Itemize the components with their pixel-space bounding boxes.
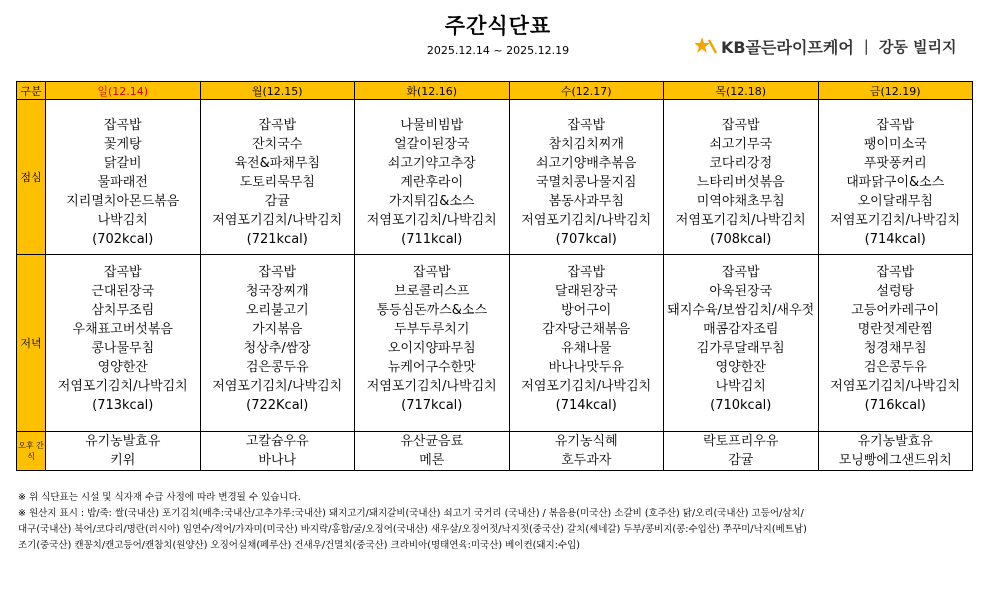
menu-item: 잡곡밥 [876, 265, 915, 280]
menu-item: 저염포기김치/나박김치 [521, 379, 652, 394]
menu-item: 브로콜리스프 [394, 284, 470, 299]
meal-cell [46, 432, 201, 471]
row-label-snack: 오후 간식 [17, 432, 46, 471]
menu-item: 나물비빔밥 [400, 118, 464, 133]
meal-cell [664, 255, 819, 432]
meal-cell [664, 100, 819, 255]
menu-item: (707kcal) [555, 232, 617, 247]
menu-item: 호두과자 [561, 453, 612, 468]
row-label-lunch: 점심 [17, 100, 46, 255]
menu-item: (714kcal) [864, 232, 926, 247]
menu-item: (708kcal) [710, 232, 772, 247]
menu-item: 명란젓계란찜 [857, 322, 933, 337]
menu-item: 잡곡밥 [721, 265, 760, 280]
menu-item: 유기농발효유 [85, 434, 161, 449]
menu-item: 돼지수육/보쌈김치/새우젓 [667, 303, 815, 318]
menu-item: 방어구이 [561, 303, 612, 318]
menu-item: 도토리묵무침 [239, 175, 315, 190]
weekly-menu-table [16, 81, 973, 471]
menu-item: 오이지양파무침 [387, 341, 476, 356]
menu-item: 육전&파채무침 [234, 156, 320, 171]
menu-item: 매콤감자조림 [703, 322, 779, 337]
meal-cell [355, 100, 510, 255]
menu-item: 저염포기김치/나박김치 [57, 379, 188, 394]
day-header-mon: 월(12.15) [200, 82, 355, 100]
menu-item: 영양한잔 [97, 360, 148, 375]
meal-cell [509, 432, 664, 471]
menu-item: (722Kcal) [246, 398, 309, 413]
table-header-row [17, 82, 973, 100]
menu-item: 잡곡밥 [258, 118, 297, 133]
meal-cell [818, 432, 973, 471]
lunch-row [17, 100, 973, 255]
meal-cell [355, 432, 510, 471]
menu-item: 계란후라이 [400, 175, 464, 190]
menu-item: 잡곡밥 [567, 265, 606, 280]
menu-item: 오이달래무침 [857, 194, 933, 209]
menu-item: 유기농발효유 [857, 434, 933, 449]
meal-cell [818, 255, 973, 432]
menu-item: 닭갈비 [103, 156, 142, 171]
menu-item: 쇠고기약고추장 [387, 156, 476, 171]
meal-cell [200, 432, 355, 471]
menu-item: 고등어카레구이 [851, 303, 940, 318]
menu-item: 통등심돈까스&소스 [376, 303, 488, 318]
meal-cell [664, 432, 819, 471]
brand-header [695, 34, 957, 58]
menu-item: 지리멸치아몬드볶음 [66, 194, 180, 209]
menu-item: 저염포기김치/나박김치 [212, 379, 343, 394]
menu-item: 김가루달래무침 [696, 341, 785, 356]
menu-item: 메론 [419, 453, 445, 468]
menu-item: 근대된장국 [91, 284, 155, 299]
menu-item: 국멸치콩나물지짐 [536, 175, 637, 190]
footnote-line: ※ 위 식단표는 시설 및 식자재 수급 사정에 따라 변경될 수 있습니다. [18, 492, 301, 503]
footnote-line: ※ 원산지 표시 : 밥/죽: 쌀(국내산) 포기김치(배추:국내산/고추가루:국내산) 돼지고기/돼지갈비(국내산) 쇠고기 국거리 (국내산) / 볶음용(미국산) 소갈비 (호주산) 닭/오리(국내산) 고등어/삼치/ [18, 508, 804, 519]
menu-item: 모닝빵에그샌드위치 [838, 453, 952, 468]
menu-item: 꽃게탕 [103, 137, 142, 152]
day-header-thu: 목(12.18) [664, 82, 819, 100]
menu-item: (714kcal) [555, 398, 617, 413]
menu-item: 저염포기김치/나박김치 [366, 379, 497, 394]
row-label-dinner: 저녁 [17, 255, 46, 432]
menu-item: 저염포기김치/나박김치 [521, 213, 652, 228]
menu-item: 오리불고기 [245, 303, 309, 318]
brand-name: KB골든라이프케어 [721, 37, 854, 57]
menu-item: 검은콩두유 [863, 360, 927, 375]
menu-item: 저염포기김치/나박김치 [212, 213, 343, 228]
footnotes [18, 490, 978, 554]
menu-item: 가지튀김&소스 [389, 194, 475, 209]
menu-item: 잡곡밥 [567, 118, 606, 133]
menu-item: 미역야채초무침 [696, 194, 785, 209]
dinner-row [17, 255, 973, 432]
menu-item: 두부두루치기 [394, 322, 470, 337]
meal-cell [509, 100, 664, 255]
menu-item: 삼치무조림 [91, 303, 155, 318]
menu-item: 달래된장국 [554, 284, 618, 299]
menu-item: 물파래전 [97, 175, 148, 190]
menu-item: 저염포기김치/나박김치 [366, 213, 497, 228]
menu-item: 나박김치 [97, 213, 148, 228]
day-header-wed: 수(12.17) [509, 82, 664, 100]
menu-item: 얼갈이된장국 [394, 137, 470, 152]
menu-item: 저염포기김치/나박김치 [675, 213, 806, 228]
footnote-line: 대구(국내산) 북어/코다리/명란(러시아) 임연수/적어/가자미(미국산) 바지락/홍합/굴/오징어(국내산) 새우살/오징어젓/낙지젓(중국산) 갈치(세네갈) 두부/콩비지(콩:수입산) 쭈꾸미/낙지(베트남) [18, 524, 807, 535]
menu-item: 봄동사과무침 [548, 194, 624, 209]
menu-item: 설렁탕 [876, 284, 915, 299]
meal-cell [355, 255, 510, 432]
menu-item: 락토프리우유 [703, 434, 779, 449]
menu-item: 느타리버섯볶음 [696, 175, 785, 190]
menu-item: 바나나 [258, 453, 297, 468]
menu-item: 감자당근채볶음 [542, 322, 631, 337]
menu-item: 청상추/쌈장 [243, 341, 311, 356]
menu-item: 뉴케어구수한맛 [387, 360, 476, 375]
meal-cell [509, 255, 664, 432]
menu-item: 잡곡밥 [103, 265, 142, 280]
kb-star-logo-icon [695, 36, 717, 56]
menu-item: 감귤 [264, 194, 290, 209]
meal-cell [200, 100, 355, 255]
menu-item: 푸팟퐁커리 [863, 156, 927, 171]
menu-item: 영양한잔 [715, 360, 766, 375]
menu-item: 감귤 [728, 453, 754, 468]
menu-item: 유기농식혜 [554, 434, 618, 449]
menu-item: 바나나맛두유 [548, 360, 624, 375]
menu-item: 고칼슘우유 [245, 434, 309, 449]
menu-period: 2025.12.14 ~ 2025.12.19 [426, 44, 570, 57]
menu-item: (711kcal) [401, 232, 463, 247]
menu-item: 대파닭구이&소스 [846, 175, 945, 190]
menu-item: 아욱된장국 [709, 284, 773, 299]
menu-item: 나박김치 [715, 379, 766, 394]
menu-item: 참치김치찌개 [548, 137, 624, 152]
page-title: 주간식단표 [444, 14, 552, 38]
day-header-fri: 금(12.19) [818, 82, 973, 100]
menu-item: 잡곡밥 [876, 118, 915, 133]
corner-label: 구분 [17, 82, 46, 100]
day-header-tue: 화(12.16) [355, 82, 510, 100]
brand-separator: | [863, 37, 869, 55]
menu-item: 콩나물무침 [91, 341, 155, 356]
meal-cell [818, 100, 973, 255]
meal-cell [46, 100, 201, 255]
menu-item: (716kcal) [864, 398, 926, 413]
menu-item: (721kcal) [246, 232, 308, 247]
menu-item: 키위 [110, 453, 136, 468]
day-header-sun: 일(12.14) [46, 82, 201, 100]
snack-row [17, 432, 973, 471]
menu-item: 잡곡밥 [412, 265, 451, 280]
menu-item: 청경채무침 [863, 341, 927, 356]
menu-item: 코다리강정 [709, 156, 773, 171]
menu-item: 팽이미소국 [863, 137, 927, 152]
menu-item: 유산균음료 [400, 434, 464, 449]
menu-item: 잔치국수 [252, 137, 303, 152]
menu-item: 저염포기김치/나박김치 [830, 213, 961, 228]
menu-item: (713kcal) [92, 398, 154, 413]
menu-item: 가지볶음 [252, 322, 303, 337]
menu-item: 잡곡밥 [721, 118, 760, 133]
menu-item: (702kcal) [92, 232, 154, 247]
footnote-line: 조기(중국산) 캔꽁치/캔고등어/캔참치(원양산) 오징어실채(페루산) 건새우/건멸치(중국산) 크라비아(명태연육:미국산) 베이컨(돼지:수입) [18, 540, 580, 551]
menu-item: 쇠고기양배추볶음 [536, 156, 637, 171]
menu-item: 잡곡밥 [103, 118, 142, 133]
menu-item: 잡곡밥 [258, 265, 297, 280]
menu-item: (710kcal) [710, 398, 772, 413]
menu-item: 쇠고기무국 [709, 137, 773, 152]
meal-cell [200, 255, 355, 432]
menu-item: 청국장찌개 [245, 284, 309, 299]
menu-item: 검은콩두유 [245, 360, 309, 375]
menu-item: 유채나물 [561, 341, 612, 356]
brand-site-name: 강동 빌리지 [878, 37, 957, 56]
menu-item: 우채표고버섯볶음 [72, 322, 173, 337]
menu-item: (717kcal) [401, 398, 463, 413]
menu-item: 저염포기김치/나박김치 [830, 379, 961, 394]
meal-cell [46, 255, 201, 432]
